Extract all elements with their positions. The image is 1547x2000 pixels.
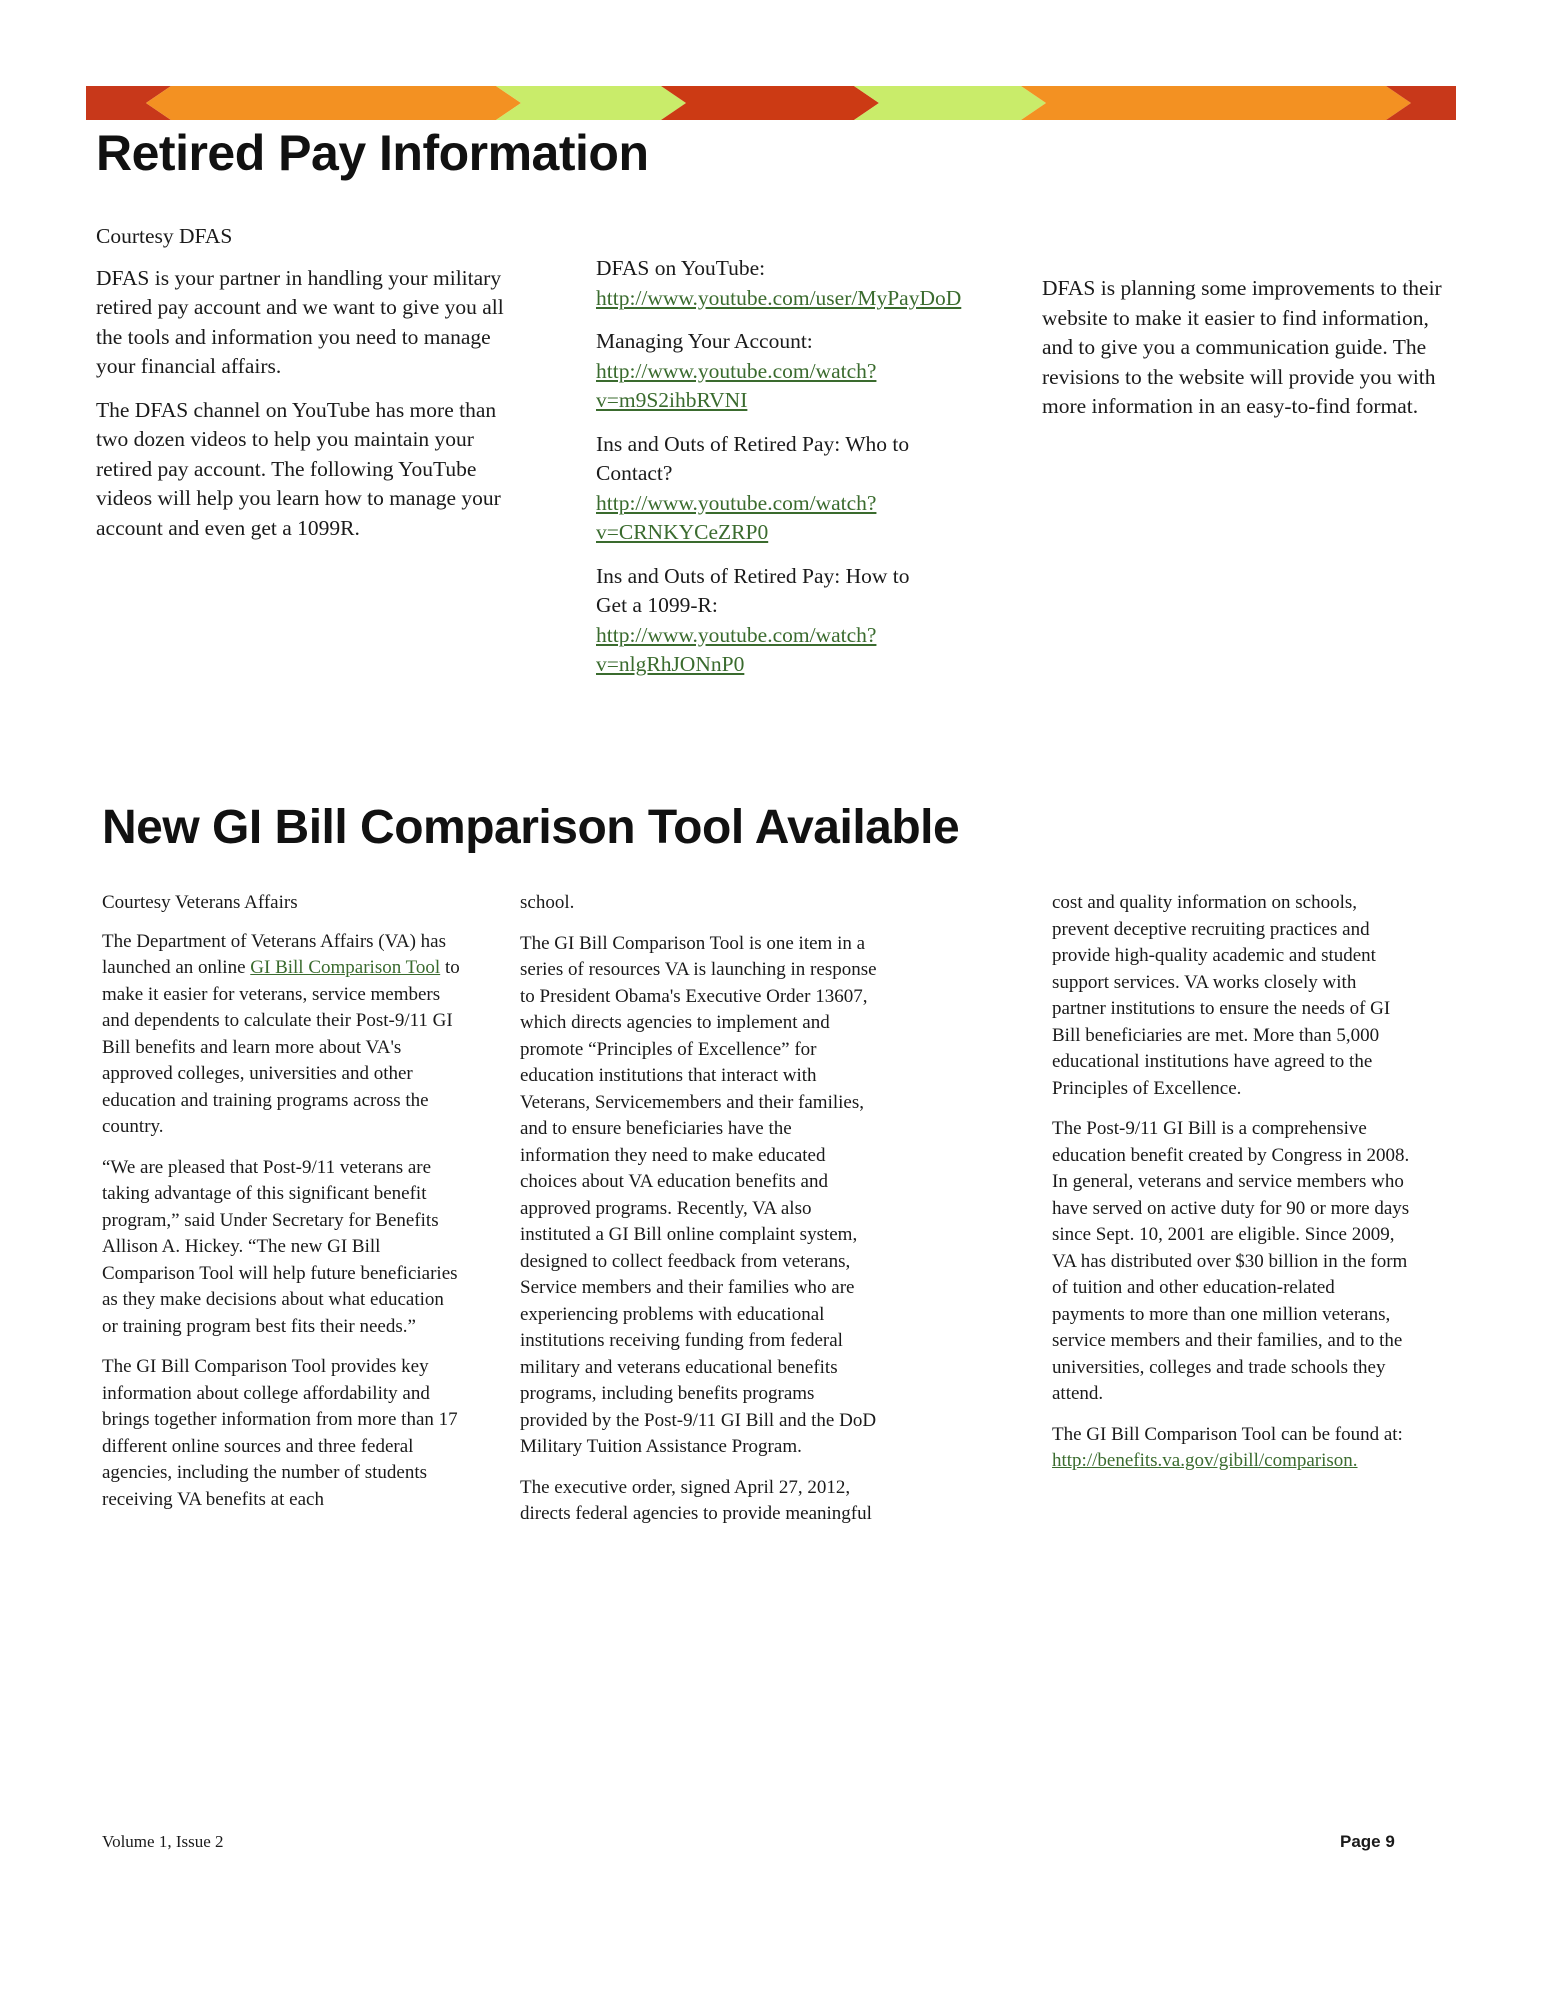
retired-courtesy: Courtesy DFAS: [96, 224, 233, 248]
retired-column-2: [596, 254, 962, 694]
retired-paragraph-3: DFAS is planning some improvements to their website to make it easier to find information, and to give you a communication guide. The revisions to the website will provide you with more information in an easy-to-find format.: [1042, 276, 1442, 418]
banner-segment-4: [661, 86, 879, 120]
youtube-link[interactable]: http://www.youtube.com/user/MyPayDoD: [596, 285, 962, 310]
banner-segment-3: [496, 86, 686, 120]
youtube-link[interactable]: http://www.youtube.com/watch?v=CRNKYCeZRP0: [596, 490, 877, 544]
retired-paragraph-1: DFAS is your partner in handling your military retired pay account and we want to give you all the tools and information you need to manage your financial affairs.: [96, 265, 504, 378]
gibill-column-2: [520, 890, 880, 1542]
footer-volume-issue: Volume 1, Issue 2: [102, 1832, 224, 1851]
gibill-paragraph-3: The GI Bill Comparison Tool provides key information about college affordability and brings together information from more than 17 different online sources and three federal agencies, including the number of students receiving VA benefits at each: [102, 1356, 458, 1510]
decorative-banner: [86, 86, 1456, 120]
gibill-paragraph-4: school.: [520, 892, 575, 913]
text-run: to make it easier for veterans, service members and dependents to calculate their Post-9/11 GI Bill benefits and learn more about VA's approved colleges, universities and other education and training programs across the country.: [102, 957, 460, 1137]
gibill-paragraph-9: [1052, 1422, 1412, 1475]
video-link-item: [596, 327, 941, 416]
video-link-item: [596, 562, 941, 680]
video-link-label: DFAS on YouTube:: [596, 256, 766, 280]
text-run: The GI Bill Comparison Tool can be found at:: [1052, 1423, 1403, 1445]
video-link-item: [596, 430, 941, 548]
banner-segment-5: [854, 86, 1046, 120]
footer-page-number: Page 9: [1340, 1832, 1395, 1851]
video-link-label: Ins and Outs of Retired Pay: How to Get a 1099-R:: [596, 563, 910, 617]
gi-bill-comparison-tool-link[interactable]: GI Bill Comparison Tool: [250, 957, 441, 978]
section-title-gi-bill: New GI Bill Comparison Tool Available: [102, 801, 960, 854]
gibill-paragraph-7: cost and quality information on schools, prevent deceptive recruiting practices and provide high-quality academic and student support services. VA works closely with partner institutions to ensure the needs of GI Bill beneficiaries are met. More than 5,000 educational institutions have agreed to the Principles of Excellence.: [1052, 892, 1391, 1099]
video-link-label: Managing Your Account:: [596, 329, 813, 353]
gibill-paragraph-5: The GI Bill Comparison Tool is one item in a series of resources VA is launching in response to President Obama's Executive Order 13607, which directs agencies to implement and promote “Principles of Excellence” for education institutions that interact with Veterans, Servicemembers and their families, and to ensure beneficiaries have the information they need to make educated choices about VA education benefits and approved programs. Recently, VA also instituted a GI Bill online complaint system, designed to collect feedback from veterans, Service members and their families who are experiencing problems with educational institutions receiving funding from federal military and veterans educational benefits programs, including benefits programs provided by the Post-9/11 GI Bill and the DoD Military Tuition Assistance Program.: [520, 932, 877, 1457]
gibill-paragraph-2: “We are pleased that Post-9/11 veterans are taking advantage of this significant benefit program,” said Under Secretary for Benefits Allison A. Hickey. “The new GI Bill Comparison Tool will help future beneficiaries as they make decisions about what education or training program best fits their needs.”: [102, 1156, 458, 1337]
video-link-label: Ins and Outs of Retired Pay: Who to Contact?: [596, 431, 910, 485]
retired-column-3: [1042, 274, 1442, 436]
section-title-retired-pay: Retired Pay Information: [96, 125, 649, 181]
retired-column-1: [96, 222, 516, 557]
gibill-column-3: [1052, 890, 1412, 1489]
banner-segment-6: [1021, 86, 1411, 120]
gibill-courtesy: Courtesy Veterans Affairs: [102, 892, 298, 913]
gibill-column-1: [102, 890, 462, 1527]
retired-paragraph-2: The DFAS channel on YouTube has more than two dozen videos to help you maintain your retired pay account. The following YouTube videos will help you learn how to manage your account and even get a 1099R.: [96, 397, 501, 540]
gibill-paragraph-1: [102, 929, 462, 1141]
youtube-link[interactable]: http://www.youtube.com/watch?v=nlgRhJONnP0: [596, 622, 877, 676]
gibill-paragraph-8: The Post-9/11 GI Bill is a comprehensive education benefit created by Congress in 2008. In general, veterans and service members who have served on active duty for 90 or more days since Sept. 10, 2001 are eligible. Since 2009, VA has distributed over $30 billion in the form of tuition and other education-related payments to more than one million veterans, service members and their families, and to the universities, colleges and trade schools they attend.: [1052, 1118, 1410, 1404]
gibill-paragraph-6: The executive order, signed April 27, 2012, directs federal agencies to provide meaningful: [520, 1476, 872, 1524]
video-link-item: [596, 254, 962, 313]
gi-bill-url-link[interactable]: http://benefits.va.gov/gibill/comparison.: [1052, 1450, 1358, 1471]
youtube-link[interactable]: http://www.youtube.com/watch?v=m9S2ihbRVNI: [596, 358, 877, 412]
text-run: The Department of Veterans Affairs (VA) has launched an online: [102, 930, 447, 978]
banner-segment-2: [146, 86, 521, 120]
